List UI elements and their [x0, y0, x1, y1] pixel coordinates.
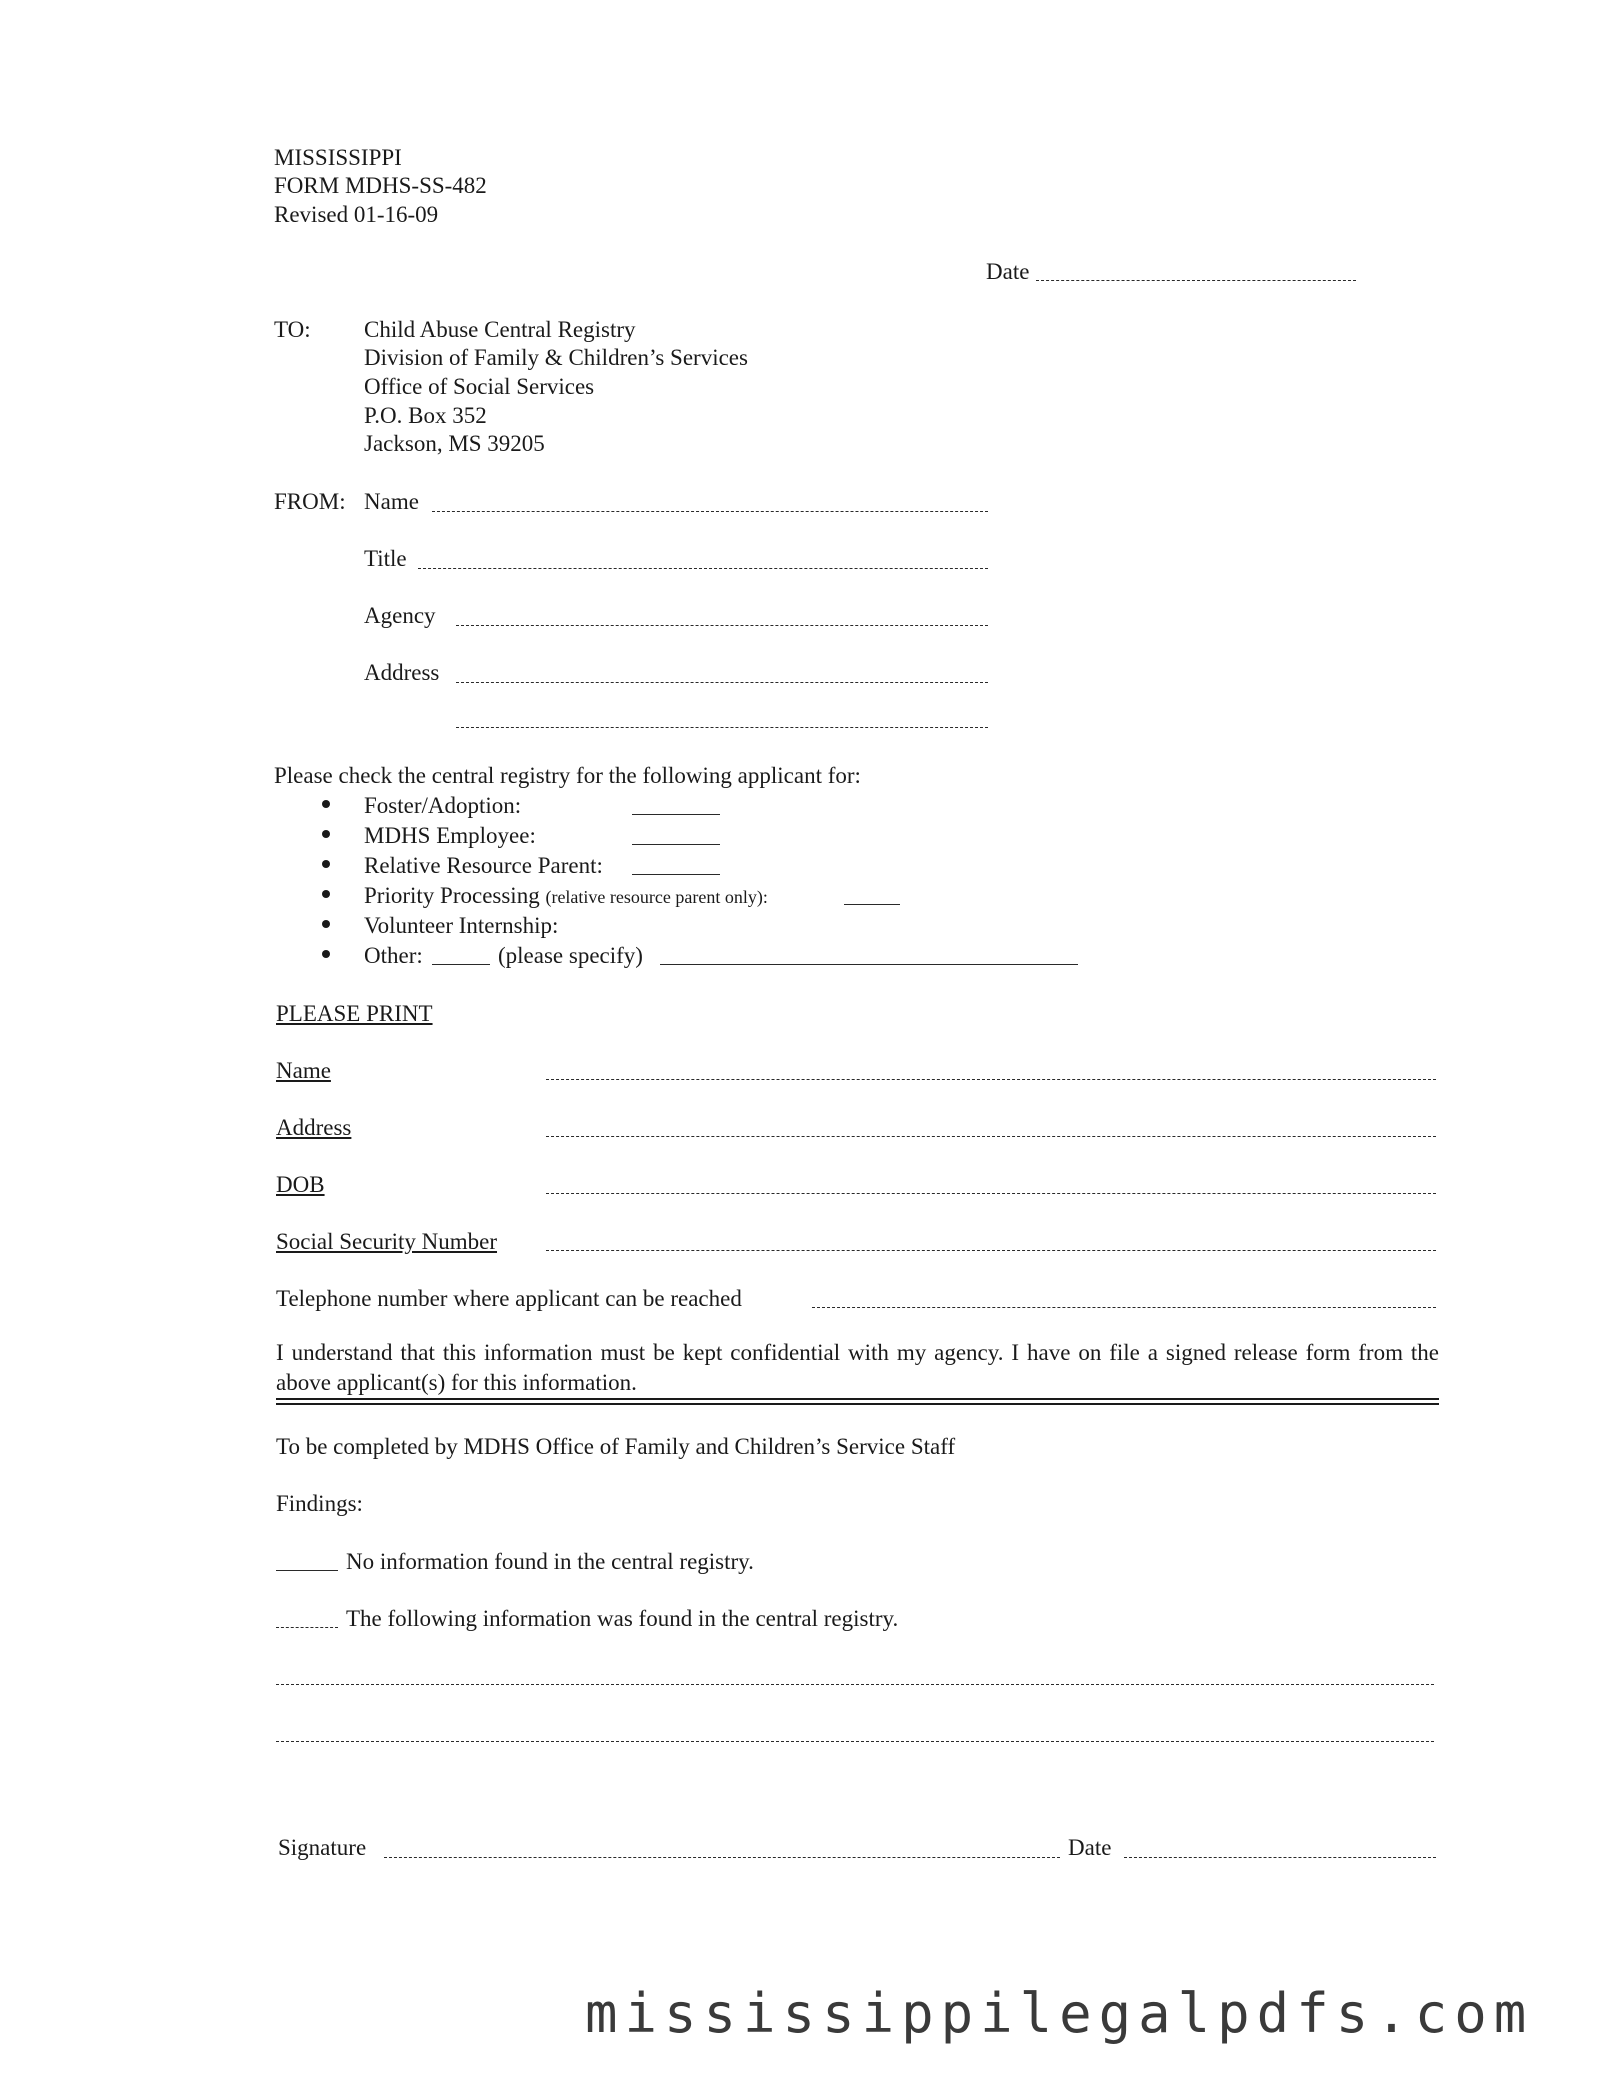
applicant-dob-label: DOB [276, 1172, 325, 1197]
check-item-priority-label: Priority Processing [364, 883, 540, 908]
check-item-employee: MDHS Employee: [364, 823, 536, 848]
finding-found-label: The following information was found in the central registry. [346, 1606, 899, 1631]
from-title-label: Title [364, 546, 407, 571]
date-field[interactable] [1036, 280, 1356, 281]
form-number: FORM MDHS-SS-482 [274, 173, 487, 198]
to-line-4: P.O. Box 352 [364, 403, 487, 428]
to-line-3: Office of Social Services [364, 374, 595, 399]
findings-label: Findings: [276, 1491, 363, 1516]
signature-label: Signature [278, 1835, 367, 1860]
check-field-other-specify[interactable] [660, 964, 1078, 965]
form-state: MISSISSIPPI [274, 145, 402, 170]
section-divider-double [276, 1403, 1439, 1405]
finding-none-check[interactable] [276, 1570, 338, 1571]
confidentiality-statement: I understand that this information must be kept confidential with my agency. I have on file a signed release form from the above applicant(s) for this information. [276, 1340, 1439, 1395]
finding-details-line-2[interactable] [276, 1741, 1434, 1742]
applicant-name-field[interactable] [546, 1079, 1436, 1080]
applicant-ssn-field[interactable] [546, 1250, 1436, 1251]
check-item-volunteer: Volunteer Internship: [364, 913, 559, 938]
finding-none-label: No information found in the central registry. [346, 1549, 754, 1574]
applicant-address-label: Address [276, 1115, 352, 1140]
bullet-icon [322, 860, 330, 868]
check-other-note: (please specify) [498, 943, 643, 968]
applicant-ssn-label: Social Security Number [276, 1229, 498, 1254]
section-divider [276, 1398, 1439, 1400]
finding-found-check[interactable] [276, 1627, 338, 1628]
check-field-relative[interactable] [632, 874, 720, 875]
check-item-priority-note: (relative resource parent only): [545, 887, 768, 907]
to-line-2: Division of Family & Children’s Services [364, 345, 748, 370]
check-item-foster: Foster/Adoption: [364, 793, 522, 818]
from-address-field-1[interactable] [456, 682, 988, 683]
from-address-field-2[interactable] [456, 727, 988, 728]
applicant-name-label: Name [276, 1058, 331, 1083]
signature-date-field[interactable] [1124, 1857, 1436, 1858]
applicant-dob-field[interactable] [546, 1193, 1436, 1194]
date-label: Date [986, 259, 1030, 284]
applicant-phone-field[interactable] [812, 1307, 1436, 1308]
from-name-label: Name [364, 489, 419, 514]
check-intro: Please check the central registry for the following applicant for: [274, 763, 861, 788]
from-name-field[interactable] [432, 511, 988, 512]
check-item-relative: Relative Resource Parent: [364, 853, 603, 878]
check-field-foster[interactable] [632, 814, 720, 815]
check-field-employee[interactable] [632, 844, 720, 845]
signature-date-label: Date [1068, 1835, 1112, 1860]
check-field-priority[interactable] [844, 904, 900, 905]
bullet-icon [322, 920, 330, 928]
site-watermark: mississippilegalpdfs.com [585, 1982, 1534, 2045]
check-item-other: Other: [364, 943, 423, 968]
applicant-phone-label: Telephone number where applicant can be reached [276, 1286, 742, 1311]
to-line-1: Child Abuse Central Registry [364, 317, 636, 342]
check-field-other[interactable] [432, 964, 490, 965]
from-label: FROM: [274, 489, 346, 514]
bullet-icon [322, 950, 330, 958]
to-label: TO: [274, 317, 311, 342]
bullet-icon [322, 890, 330, 898]
bullet-icon [322, 830, 330, 838]
from-agency-field[interactable] [456, 625, 988, 626]
from-address-label: Address [364, 660, 440, 685]
applicant-address-field[interactable] [546, 1136, 1436, 1137]
please-print-heading: PLEASE PRINT [276, 1001, 433, 1026]
staff-heading: To be completed by MDHS Office of Family and Children’s Service Staff [276, 1434, 956, 1459]
signature-field[interactable] [384, 1857, 1060, 1858]
from-title-field[interactable] [418, 568, 988, 569]
from-agency-label: Agency [364, 603, 436, 628]
form-revised: Revised 01-16-09 [274, 202, 439, 227]
bullet-icon [322, 800, 330, 808]
check-item-priority [364, 882, 768, 911]
to-line-5: Jackson, MS 39205 [364, 431, 545, 456]
finding-details-line-1[interactable] [276, 1684, 1434, 1685]
